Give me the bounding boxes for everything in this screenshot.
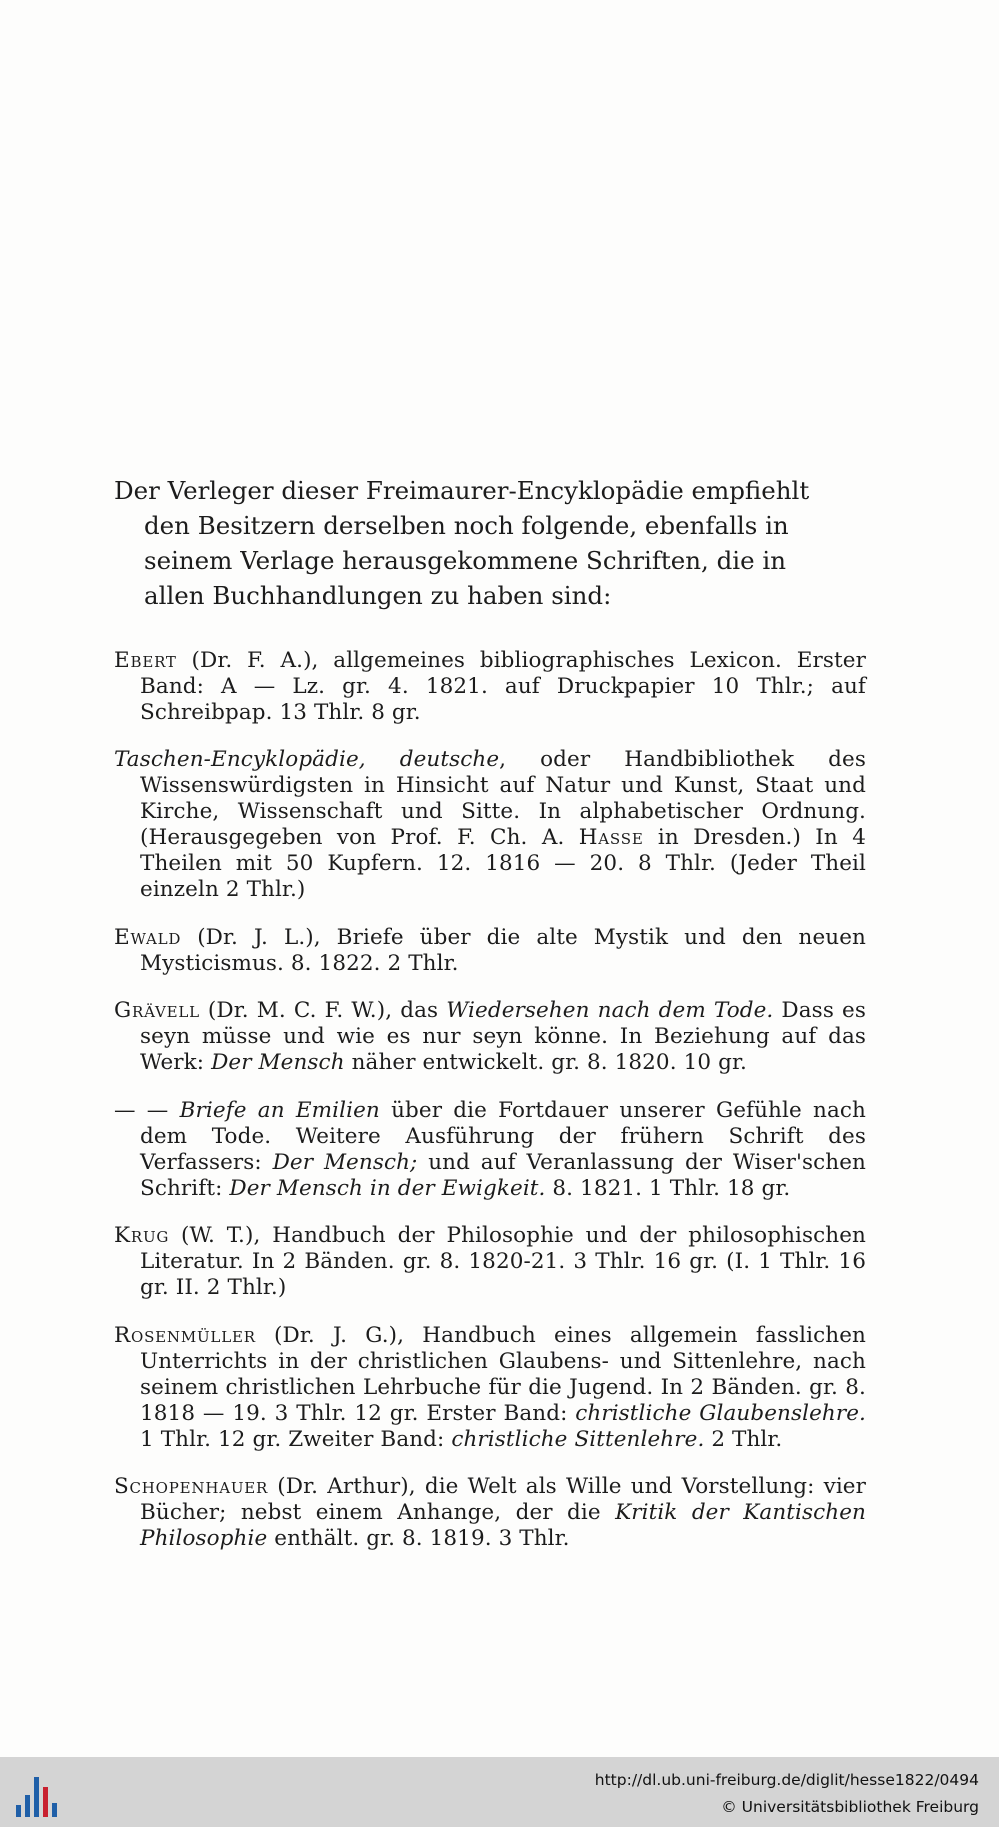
publisher-notice	[114, 473, 866, 613]
entry-text: über die Fortdauer unserer Gefühle nach dem Tode. Weitere Ausführung der frühern Schrift des Verfassers:	[140, 1097, 866, 1175]
entry-text: näher entwickelt. gr. 8. 1820. 10 gr.	[344, 1050, 747, 1075]
entry-text: (Dr. Arthur), die Welt als Wille und Vorstellung: vier Bücher; nebst einem Anhange, der die	[140, 1474, 866, 1525]
book-entry-schopenhauer	[114, 1474, 866, 1552]
book-entry-ebert	[114, 648, 866, 726]
entry-text: enthält. gr. 8. 1819. 3 Thlr.	[267, 1526, 570, 1551]
entry-text: (Dr. J. L.), Briefe über die alte Mystik und den neuen Mysticismus. 8. 1822. 2 Thlr.	[140, 924, 866, 976]
author-name: Krug	[114, 1223, 170, 1248]
notice-line-4: allen Buchhandlungen zu haben sind:	[144, 581, 612, 610]
book-entry-rosenmueller	[114, 1323, 866, 1453]
book-list	[114, 626, 866, 1567]
author-name: Grävell	[114, 998, 200, 1023]
entry-text: (Dr. F. A.), allgemeines bibliographisches Lexicon. Erster Band: A — Lz. gr. 4. 1821. auf Druckpapier 10 Thlr.; auf Schreibpap. 13 Thlr. 8 gr.	[140, 647, 866, 725]
notice-line-3: seinem Verlage herausgekommene Schriften, die in	[144, 546, 787, 575]
book-title: Wiedersehen nach dem Tode.	[446, 998, 774, 1023]
author-name: Rosenmüller	[114, 1322, 256, 1348]
book-entry-graevell	[114, 998, 866, 1076]
ditto-dash: — —	[114, 1097, 180, 1123]
book-title: Der Mensch in der Ewigkeit.	[229, 1175, 546, 1201]
book-title: christliche Glaubenslehre.	[575, 1400, 866, 1426]
author-name: Ewald	[114, 924, 182, 950]
book-title: Briefe an Emilien	[179, 1097, 380, 1123]
book-title: Taschen-Encyklopädie, deutsche	[114, 747, 500, 772]
book-title: christliche Sittenlehre.	[451, 1426, 705, 1452]
book-entry-krug	[114, 1223, 866, 1301]
copyright-notice: © Universitätsbibliothek Freiburg	[721, 1798, 979, 1816]
ub-freiburg-logo-icon	[16, 1767, 62, 1817]
permalink-url[interactable]: http://dl.ub.uni-freiburg.de/diglit/hesse1822/0494	[594, 1771, 979, 1789]
notice-line-2: den Besitzern derselben noch folgende, ebenfalls in	[144, 511, 789, 540]
entry-text: und auf Veranlassung der Wiser'schen Schrift:	[140, 1149, 866, 1201]
editor-name: Hasse	[578, 825, 644, 850]
book-title: Der Mensch	[211, 1050, 345, 1075]
entry-text: Dass es seyn müsse und wie es nur seyn könne. In Beziehung auf das Werk:	[140, 998, 866, 1075]
book-title: Der Mensch;	[272, 1149, 418, 1175]
entry-text: 1 Thlr. 12 gr. Zweiter Band:	[140, 1426, 452, 1452]
viewer-footer-bar	[0, 1757, 999, 1827]
book-entry-ewald	[114, 925, 866, 977]
notice-line-1: Der Verleger dieser Freimaurer-Encyklopädie empfiehlt	[114, 476, 810, 505]
book-title: Kritik der Kantischen Philosophie	[140, 1500, 867, 1551]
entry-text: 8. 1821. 1 Thlr. 18 gr.	[545, 1175, 791, 1201]
entry-text: (W. T.), Handbuch der Philosophie und der philosophischen Literatur. In 2 Bänden. gr. 8. 1820-21. 3 Thlr. 16 gr. (I. 1 Thlr. 16 gr. II. 2 Thlr.)	[140, 1223, 866, 1300]
entry-text: , oder Handbibliothek des Wissenswürdigsten in Hinsicht auf Natur und Kunst, Staat und Kirche, Wissenschaft und Sitte. In alphabetischer Ordnung. (Herausgegeben von Prof. F. Ch. A.	[140, 747, 866, 850]
author-name: Ebert	[114, 647, 177, 673]
entry-text: 2 Thlr.	[704, 1426, 783, 1452]
entry-text: (Dr. M. C. F. W.), das	[199, 998, 447, 1023]
entry-text: in Dresden.) In 4 Theilen mit 50 Kupfern. 12. 1816 — 20. 8 Thlr. (Jeder Theil einzeln 2 Thlr.)	[140, 825, 866, 902]
author-name: Schopenhauer	[114, 1474, 269, 1499]
book-entry-briefe-an-emilien	[114, 1098, 866, 1202]
book-entry-taschen-encyklopaedie	[114, 747, 866, 903]
entry-text: (Dr. J. G.), Handbuch eines allgemein fasslichen Unterrichts in der christlichen Glaubens- und Sittenlehre, nach seinem christlichen Lehrbuche für die Jugend. In 2 Bänden. gr. 8. 1818 — 19. 3 Thlr. 12 gr. Erster Band:	[140, 1322, 866, 1426]
